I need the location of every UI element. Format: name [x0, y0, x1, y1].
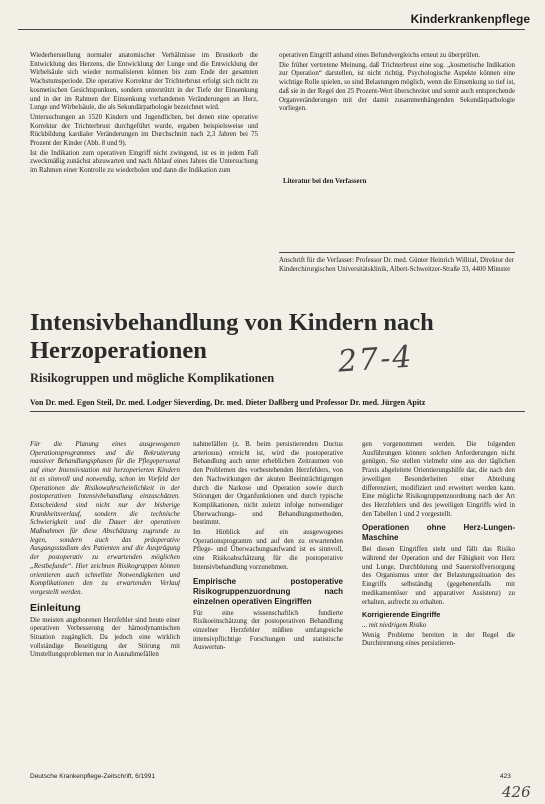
paragraph: nahmefällen (z. B. beim persistierenden Ductus arteriosus) erreicht ist, wird die postoperative Behandlung auch unter erheblichen Zeitraumen von den Problemen des vorbestehenden Herzfehlers, von den Nachwirkungen der akuten Beeinträchtigungen durch die Narkose und Operation sowie durch Störungen der Organfunktionen und durch typische Komplikationen, nicht zuletzt infolge notwendiger Überwachungs- und Behandlungsmethoden, bestimmt.	[193, 441, 343, 527]
handwritten-note: 27-4	[336, 339, 415, 380]
article-authors: Von Dr. med. Egon Steil, Dr. med. Lodger Sieverding, Dr. med. Dieter Daßberg und Professor Dr. med. Jürgen Apitz	[30, 398, 426, 407]
paragraph: Wenig Probleme bereiten in der Regel die Durchtrennung eines persistieren-	[362, 631, 515, 648]
handwritten-page-number: 426	[502, 783, 531, 801]
section-header: Kinderkrankenpflege	[410, 12, 530, 26]
heading-empirische: Empirische postoperative Risikogruppenzuordnung nach einzelnen operativen Eingriffen	[193, 576, 343, 606]
paragraph: Bei diesen Eingriffen steht und fällt das Risiko während der Operation und der Fähigkeit von Herz und Lunge, Durchblutung und Sauerstoffversorgung des Organismus unter der Belastungssituation des Eingriffs selbständig (gegebenenfalls mit medikamentöser und apparativer Assistenz) zu erhalten, aufrecht zu erhalten.	[362, 546, 515, 606]
paragraph: Wiederherstellung normaler anatomischer Verhältnisse im Brustkorb die Entwicklung des Herzens, die Entwicklung der Lunge und die Entwicklung der Wirbelsäule sich wieder normalisieren können bis zum Ende der gesamten Wachstumsperiode. Die operative Korrektur der Trichterbrust erfolgt sich nicht zu kosmetischen Gesichtspunkten, sondern unterstützt in der Tiefe der Einsenkung und in der im Rahmen der Einsenkung vorhandenen Veränderungen an Herz, Lunge und Wirbelsäule, die als Sekundärpathologie bezeichnet wird.	[30, 52, 258, 112]
paragraph: gen vorgenommen werden. Die folgenden Ausführungen können solchen Anforderungen nicht genügen. Sie stellen vielmehr eine aus der täglichen Praxis abgeleitete Orientierungshilfe dar, die nach den jeweiligen Besonderheiten einer Abteilung differenziert, modifiziert und erweitert werden kann. Eine mögliche Risikogruppenzuordnung nach der Art des Herzfehlers und des jeweiligen Eingriffs wird in den Tabellen 1 und 2 vorgestellt.	[362, 441, 515, 518]
paragraph: Die meisten angeborenen Herzfehler sind heute einer operativen Verbesserung der hämodynamischen Situation zugänglich. Da jedoch eine wirklich vollständige Beseitigung der Störung mit Umstellungsproblemen nur in Ausnahmefällen	[30, 616, 180, 659]
heading-korrigierende: Korrigierende Eingriffe	[362, 610, 441, 620]
paragraph: Für eine wissenschaftlich fundierte Risikoeinschätzung der postoperativen Behandlung einzelner Herzfehler müßten umfangreiche intensivpflichtige Forschungen und statistische Auswertun-	[193, 609, 343, 652]
journal-footer: Deutsche Krankenpflege-Zeitschrift, 6/1991	[30, 773, 156, 780]
article-intro: Für die Planung eines ausgewogenen Operationsprogrammes und die Rekrutierung massiver Behandlungsphasen für die Pflegepersonal auf einer Intensivstation mit herzoperierten Kindern ist es sinnvoll und notwendig, schon im Vorfeld der Operationen die Risikowahrscheinlichkeit in der postoperativen Intensivbehandlung einzuschätzen. Entscheidend sind nicht nur der bisherige Krankheitsverlauf, sondern die technische Schwierigkeit und die Dauer der operativen Maßnahmen für diese Abschätzung zugrunde zu legen, sondern auch das präoperative Ausgangsstadium des Patienten und die Ausprägung der postoperativ zu erwartenden möglichen „Restbefunde“. Hier zeichnen Risikogruppen können orientieren auch schnellste Notwendigkeiten und Komplikationen den zu erwartenden Verlauf vorgestellt werden.	[30, 441, 180, 596]
header-rule	[18, 29, 525, 30]
paragraph: operativen Eingriff anhand eines Befundvergleichs erneut zu überprüfen.	[279, 52, 481, 59]
heading-ohne-hlm: Operationen ohne Herz-Lungen-Maschine	[362, 523, 515, 543]
previous-article-right-column	[279, 52, 515, 170]
page-number: 423	[500, 773, 511, 780]
article-column-1	[30, 441, 180, 771]
risk-subheading: ... mit niedrigem Risiko	[362, 621, 427, 629]
paragraph: Die früher vertretene Meinung, daß Trichterbrust eine sog. „kosmetische Indikation zur Operation“ darstellen, ist nicht richtig. Psychologische Aspekte können eine wichtige Rolle spielen, so sind Belastungen möglich, wenn die Einsenkung so tief ist, daß sie in der Regel den 25 Prozent-Wert überschreitet und somit auch entsprechende Organveränderungen mit der damit zusammenhängenden Sekundärpathologie vorliegen.	[279, 61, 515, 113]
paragraph: Im Hinblick auf ein ausgewogenes Operationsprogramm und auf den zu erwartenden Pflege- und Überwachungsaufwand ist es sinnvoll, eine Risikoabschätzung für die postoperative Intensivbehandlung vorzunehmen.	[193, 529, 343, 571]
address-rule	[279, 252, 515, 253]
previous-article-left-column	[30, 52, 258, 287]
heading-einleitung: Einleitung	[30, 601, 81, 614]
article-column-2	[193, 441, 343, 771]
article-column-3	[362, 441, 515, 771]
authors-rule	[30, 411, 525, 412]
author-address: Anschrift für die Verfasser: Professor Dr. med. Günter Heinrich Willital, Direktor der Kinderchirurgischen Universitätsklinik, Albert-Schweitzer-Straße 33, 4400 Münster	[279, 257, 514, 273]
article-subtitle: Risikogruppen und mögliche Komplikationen	[30, 371, 275, 385]
article-title: Intensivbehandlung von Kindern nach Herzoperationen	[30, 309, 434, 364]
paragraph: Untersuchungen an 1520 Kindern und Jugendlichen, bei denen eine operative Korrektur der Trichterbrust durchgeführt wurde, ergaben beispielsweise und Rückbildung kardialer Veränderungen im Durchschnitt nach 2,3 Jahren bei 75 Prozent der Kinder (Abb. 8 und 9).	[30, 113, 258, 148]
literature-note: Literatur bei den Verfassern	[283, 178, 367, 185]
paragraph: Ist die Indikation zum operativen Eingriff nicht zwingend, ist es in jedem Fall zweckmäßig zunächst abzuwarten und nach Ablauf eines Jahres die Untersuchung im Rahmen einer Kontrolle zu wiederholen und dann die Indikation zum	[30, 149, 258, 175]
